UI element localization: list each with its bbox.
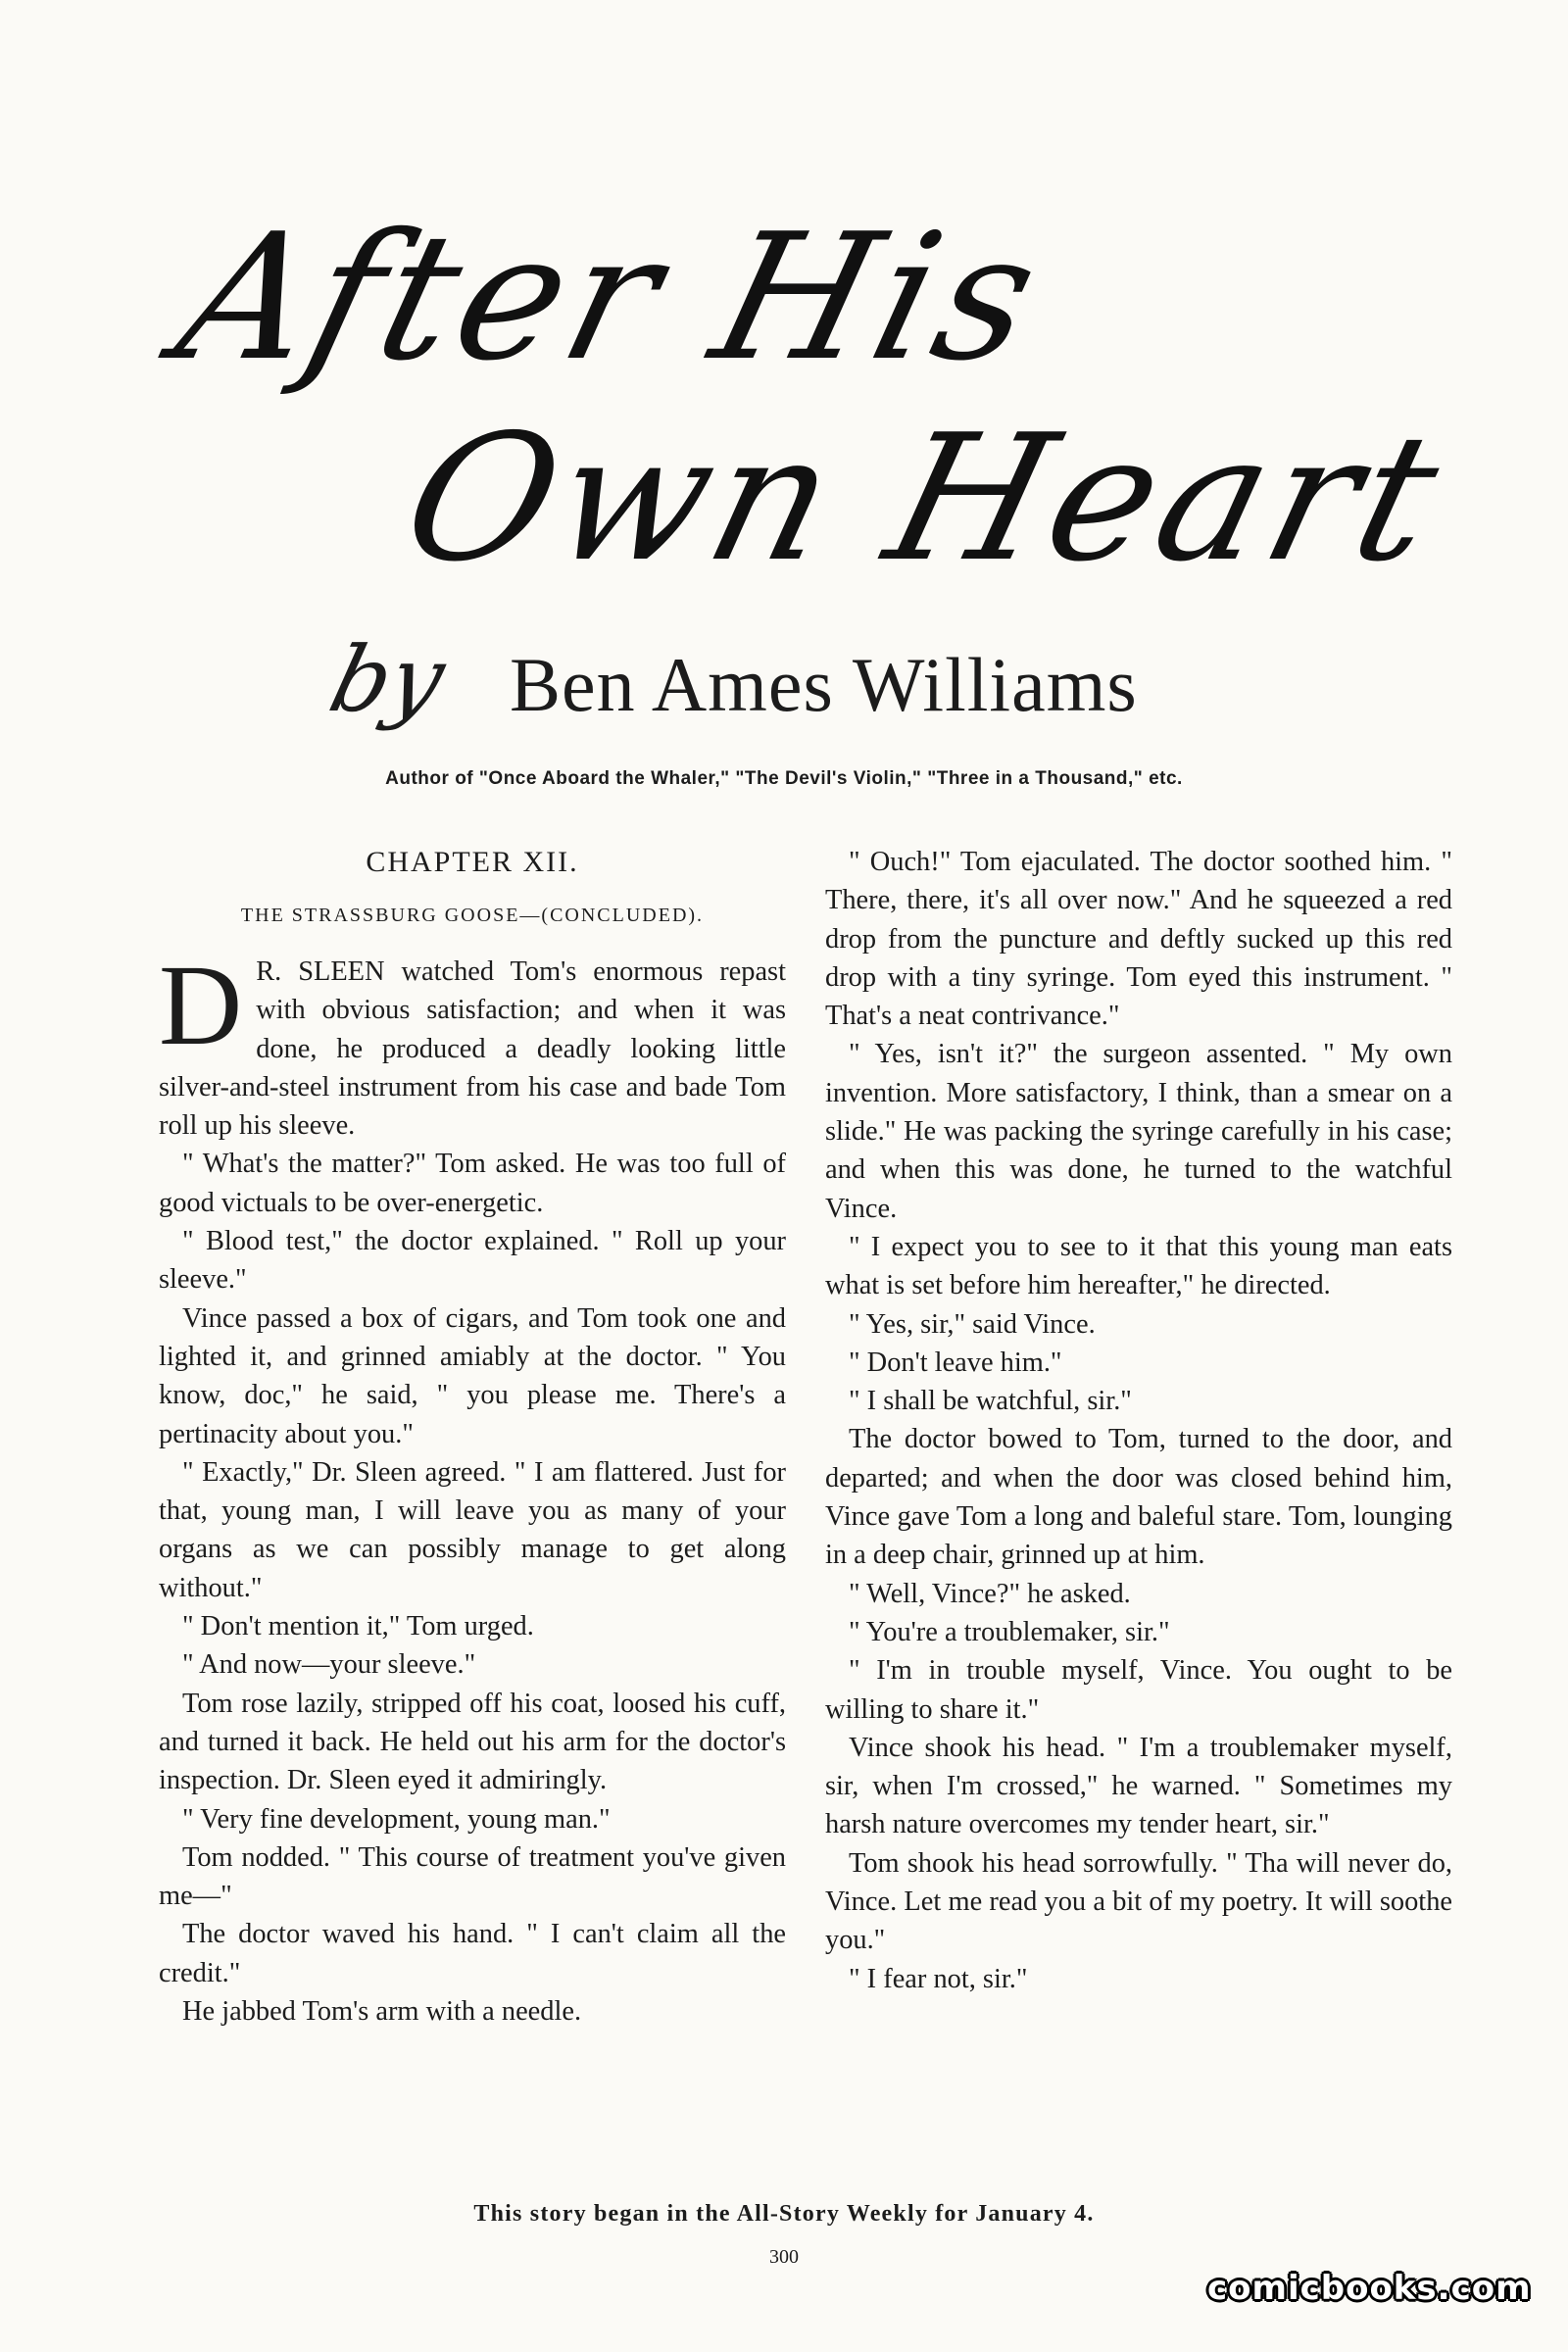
left-column	[159, 843, 786, 2031]
paragraph: " I'm in trouble myself, Vince. You ought to be willing to share it."	[825, 1655, 1452, 1725]
paragraph: " Very fine development, young man."	[182, 1803, 611, 1835]
chapter-heading: CHAPTER XII.	[366, 846, 579, 878]
paragraph: " Don't mention it," Tom urged.	[182, 1611, 534, 1642]
paragraph: " I expect you to see to it that this young man eats what is set before him hereafter," he directed.	[825, 1231, 1452, 1301]
drop-cap: D	[159, 941, 243, 1069]
paragraph: Vince shook his head. " I'm a troublemaker myself, sir, when I'm crossed," he warned. " Sometimes my harsh nature overcomes my tender heart, sir."	[825, 1732, 1452, 1840]
by-word: by	[319, 627, 456, 732]
page-number: 300	[769, 2246, 799, 2268]
paragraph: " I fear not, sir."	[849, 1963, 1028, 1994]
chapter-subtitle: THE STRASSBURG GOOSE—(CONCLUDED).	[240, 905, 705, 926]
title-line-2: Own Heart	[386, 397, 1463, 600]
paragraph: The doctor waved his hand. " I can't claim all the credit."	[159, 1919, 786, 1988]
paragraph: Tom rose lazily, stripped off his coat, loosed his cuff, and turned it back. He held out his arm for the doctor's inspection. Dr. Sleen eyed it admiringly.	[159, 1688, 786, 1796]
paragraph: Tom nodded. " This course of treatment you've given me—"	[159, 1841, 786, 1912]
author-name: Ben Ames Williams	[510, 642, 1138, 727]
byline	[319, 627, 1313, 755]
paragraph: " Yes, sir," said Vince.	[849, 1308, 1096, 1340]
paragraph: The doctor bowed to Tom, turned to the door, and departed; and when the door was closed behind him, Vince gave Tom a long and baleful stare. Tom, lounging in a deep chair, grinned up at him.	[825, 1424, 1452, 1571]
paragraph: " What's the matter?" Tom asked. He was too full of good victuals to be over-energetic.	[159, 1149, 786, 1218]
paragraph: Vince passed a box of cigars, and Tom took one and lighted it, and grinned amiably at the doctor. " You know, doc," he said, " you please me. There's a pertinacity about you."	[159, 1302, 786, 1449]
paragraph: " Ouch!" Tom ejaculated. The doctor soothed him. " There, there, it's all over now." And he squeezed a red drop from the puncture and deftly sucked up this red drop with a tiny syringe. Tom eyed this instrument. " That's a neat contrivance."	[825, 847, 1452, 1032]
paragraph-text: R. SLEEN watched Tom's enormous repast with obvious satisfaction; and when it was done, he produced a deadly looking little silver-and-steel instrument from his case and bade Tom roll up his sleeve.	[159, 956, 786, 1142]
paragraph: " You're a troublemaker, sir."	[849, 1616, 1170, 1647]
paragraph: " Well, Vince?" he asked.	[849, 1578, 1131, 1609]
paragraph: Tom shook his head sorrowfully. " Tha will never do, Vince. Let me read you a bit of my poetry. It will soothe you."	[825, 1847, 1452, 1956]
paragraph: " Blood test," the doctor explained. " Roll up your sleeve."	[159, 1226, 786, 1296]
paragraph: " Don't leave him."	[849, 1347, 1062, 1378]
right-column	[825, 843, 1452, 1998]
paragraph	[159, 941, 786, 1145]
paragraph: " Yes, isn't it?" the surgeon assented. " My own invention. More satisfactory, I think, than a smear on a slide." He was packing the syringe carefully in his case; and when this was done, he turned to the watchful Vince.	[825, 1039, 1452, 1224]
paragraph: " Exactly," Dr. Sleen agreed. " I am flattered. Just for that, young man, I will leave you as many of your organs as we can possibly manage to get along without."	[159, 1456, 786, 1603]
paragraph: He jabbed Tom's arm with a needle.	[182, 1996, 582, 2028]
author-credits: Author of "Once Aboard the Whaler," "The Devil's Violin," "Three in a Thousand," etc.	[385, 768, 1183, 789]
paragraph: " I shall be watchful, sir."	[849, 1386, 1132, 1417]
watermark-logo: comicbooks.com	[1207, 2269, 1532, 2308]
paragraph: " And now—your sleeve."	[182, 1649, 476, 1681]
serial-note: This story began in the All-Story Weekly for January 4.	[473, 2201, 1095, 2227]
title-line-1: After His	[161, 196, 1062, 399]
